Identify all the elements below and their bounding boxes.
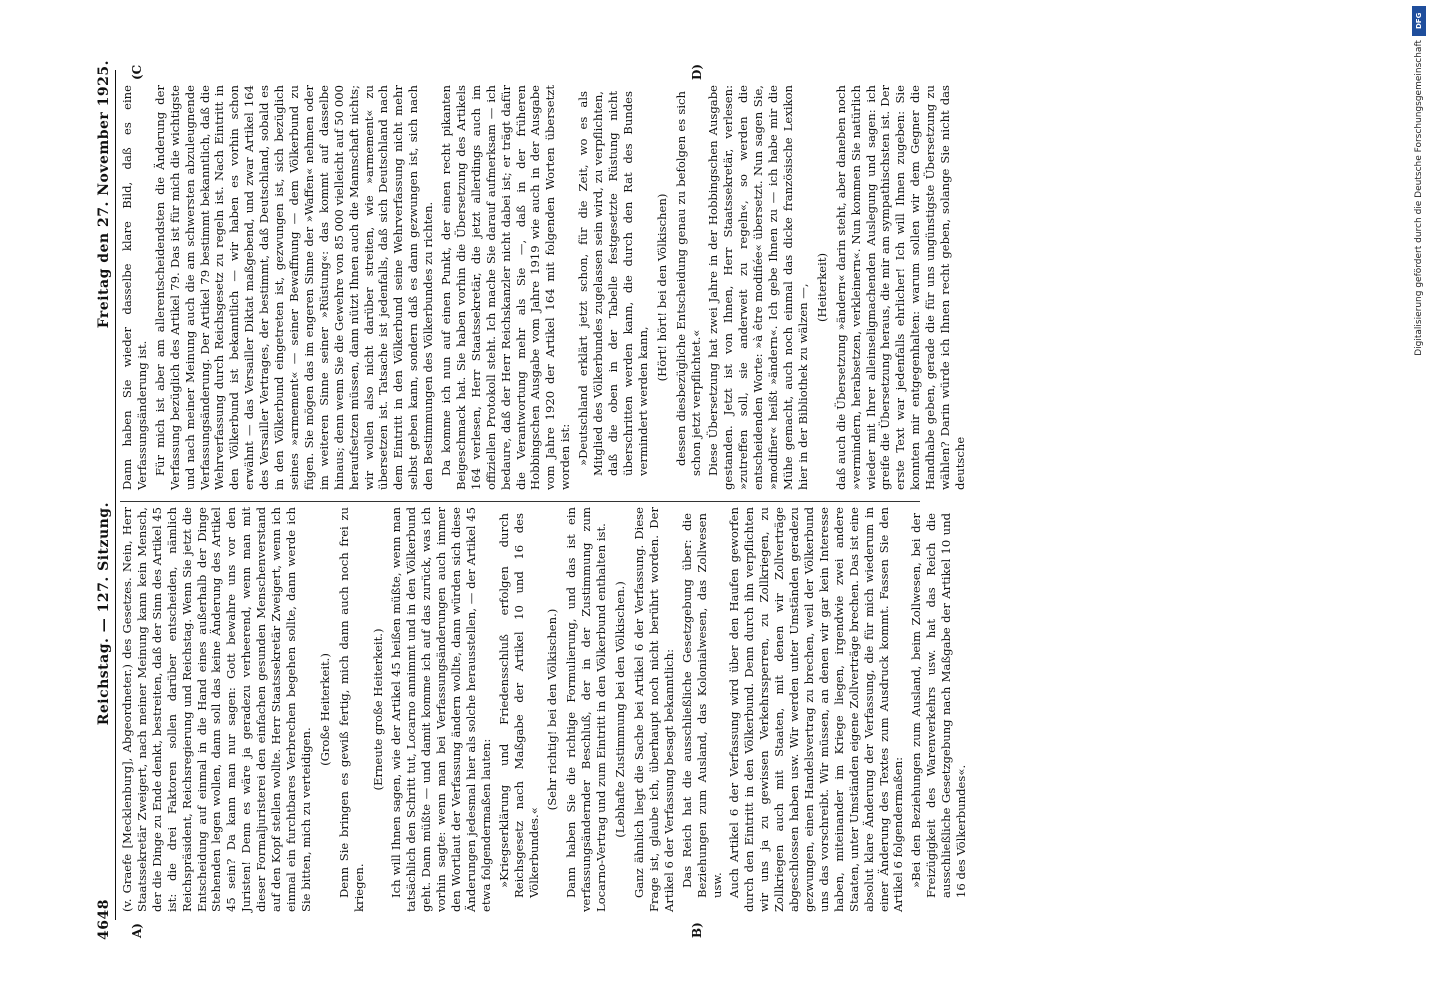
digitization-note: Digitalisierung gefördert durch die Deutsche Forschungsgemeinschaft <box>1414 40 1424 356</box>
paragraph: Diese Übersetzung hat zwei Jahre in der Hobbingschen Ausgabe gestanden. Jetzt ist von Ihnen, Herr Staatssekretär, verlesen: »zutreffen soll, sie anderweit zu regeln«, so werden die entscheidenden Worte: »à être modifiée« übersetzt. Nun sagen Sie, »modifier« heißt »ändern«. Ich gebe Ihnen zu — ich habe mir die Mühe gemacht, auch noch einmal das dicke französische Lexikon hier in der Bibliothek zu wälzen —, <box>706 85 810 490</box>
interjection: (Heiterkeit) <box>814 252 829 323</box>
margin-mark-b: B) <box>690 922 704 938</box>
interjection: (Große Heiterkeit.) <box>317 653 332 766</box>
column-divider <box>120 501 920 502</box>
paragraph: Für mich ist aber am allerentscheidendsten die Änderung der Verfassung bezüglich des Artikel 79. Das ist für mich die wichtigste und nach meiner Meinung auch die am schwersten abzuleugnende Verfassungsänderung. Der Artikel 79 bestimmt bekanntlich, daß die Wehrverfassung durch Reichsgesetz zu regeln ist. Nach Eintritt in den Völkerbund ist bekanntlich — wir haben es vorhin schon erwähnt — das Versailler Diktat maßgebend, und zwar Artikel 164 des Versailler Vertrages, der bestimmt, daß Deutschland, sobald es in den Völkerbund eingetreten ist, gezwungen ist, sich bezüglich seines »armement« — seiner Bewaffnung — dem Völkerbund zu fügen. Sie mögen das im engeren Sinne der »Waffen« nehmen oder im weiteren Sinne seiner »Rüstung«: das kommt auf dasselbe hinaus; denn wenn Sie die Gewehre von 85 000 vielleicht auf 50 000 heraufsetzen müssen, dann nützt Ihnen auch die Mannschaft nichts; wir wollen also nicht darüber streiten, wie »armement« zu übersetzen ist. Tatsache ist jedenfalls, daß sich Deutschland nach dem Eintritt in den Völkerbund seine Wehrverfassung nicht mehr selbst geben kann, sondern daß es dann gezwungen ist, sich nach den Bestimmungen des Völkerbundes zu richten. <box>152 85 436 490</box>
quotation: dessen diesbezügliche Entscheidung genau zu befolgen es sich schon jetzt verpflichtet.« <box>673 91 703 476</box>
session-title: Reichstag. — 127. Sitzung. <box>96 502 112 726</box>
page-header <box>86 60 112 940</box>
header-rule <box>115 70 116 920</box>
quotation: »Kriegserklärung und Friedensschluß erfolgen durch Reichsgesetz nach Maßgabe der Artikel 10 und 16 des Völkerbundes.« <box>496 513 541 898</box>
margin-mark-c: (C <box>130 64 144 80</box>
interjection: (Hört! hört! bei den Völkischen) <box>654 193 669 382</box>
dfg-logo: DFG <box>1412 6 1426 36</box>
paragraph: Da komme ich nun auf einen Punkt, der einen recht pikanten Beigeschmack hat. Sie haben vorhin die Übersetzung des Artikels 164 verlesen, Herr Staatssekretär, die jetzt allerdings auch im offiziellen Protokoll steht. Ich mache Sie darauf aufmerksam — ich bedaure, daß der Herr Reichskanzler nicht dabei ist; er trägt dafür die Verantwortung mehr als Sie —, daß in der früheren Hobbingschen Ausgabe vom Jahre 1919 wie auch in der Ausgabe vom Jahre 1920 der Artikel 164 mit folgenden Worten übersetzt worden ist: <box>439 85 573 490</box>
interjection: (Lebhafte Zustimmung bei den Völkischen.) <box>613 581 628 838</box>
paragraph: Ganz ähnlich liegt die Sache bei Artikel 6 der Verfassung. Diese Frage ist, glaube ich, überhaupt noch nicht berührt worden. Der Artikel 6 der Verfassung besagt bekanntlich: <box>632 507 676 912</box>
interjection: (Sehr richtig! bei den Völkischen.) <box>545 608 560 811</box>
paragraph: Auch Artikel 6 der Verfassung wird über den Haufen geworfen durch den Eintritt in den Völkerbund. Denn durch ihn verpflichten wir uns ja zu gewissen Verkehrssperren, zu Zollkriegen, zu Zollkriegen auch mit Staaten, mit denen wir Zollverträge abgeschlossen haben usw. Wir werden unter Umständen geradezu gezwungen, einen Handelsvertrag zu brechen, weil der Völkerbund uns das vorschreibt. Wir müssen, an denen wir gar kein Interesse haben, miteinander im Kriege liegen, irgendwie zwei andere Staaten, unter Umständen eigene Zollverträge brechen. Das ist eine absolut klare Änderung der Verfassung, die für mich wiederum in einer Änderung des Textes zum Ausdruck kommt. Fassen Sie den Artikel 6 folgendermaßen: <box>727 507 906 912</box>
quotation: »Deutschland erklärt jetzt schon, für die Zeit, wo es als Mitglied des Völkerbundes zugelassen sein wird, zu verpflichten, daß die oben in der Tabelle festgesetzte Rüstung nicht überschritten werden kann, die durch den Rat des Bundes vermindert werden kann, <box>576 91 650 476</box>
margin-mark-d: D) <box>690 63 704 80</box>
margin-mark-a: A) <box>130 923 144 938</box>
digitization-strip <box>1408 6 1430 994</box>
paragraph: Dann haben Sie wieder dasselbe klare Bild, daß es eine Verfassungsänderung ist. <box>120 85 149 490</box>
paragraph: daß auch die Übersetzung »ändern« darin steht, aber daneben noch »vermindern, herabsetzen, verkleinern«. Nun kommen Sie natürlich wieder mit Ihrer alleinseligmachenden Auslegung und sagen: ich greife die Übersetzung heraus, die mir am sympathischsten ist. Der erste Text war jedenfalls ehrlicher! Ich will Ihnen zugeben: Sie konnten mir entgegenhalten: warum sollen wir dem Gegner die Handhabe geben, gerade die für uns ungünstigste Übersetzung zu wählen? Darin würde ich Ihnen recht geben, solange Sie nicht das deutsche <box>833 85 967 490</box>
paragraph: (v. Graefe [Mecklenburg], Abgeordneter.) des Gesetzes. Nein, Herr Staatssekretär Zweigert, nach meiner Meinung kann kein Mensch, der die Dinge zu Ende denkt, bestreiten, daß der Sinn des Artikel 45 ist: die drei Faktoren sollen darüber entscheiden, nämlich Reichspräsident, Reichsregierung und Reichstag. Wenn Sie jetzt die Entscheidung auf einmal in die Hand eines außerhalb der Dinge Stehenden legen wollen, dann soll das keine Änderung des Artikel 45 sein? Da kann man nur sagen: Gott bewahre uns vor den Juristen! Denn es wäre ja geradezu verheerend, wenn man mit dieser Formaljuristerei den einfachen gesunden Menschenverstand auf den Kopf stellen wollte. Herr Staatssekretär Zweigert, wenn ich einmal ein furchtbares Verbrechen begehen sollte, dann werde ich Sie bitten, mich zu verteidigen. <box>120 507 313 912</box>
page-number: 4648 <box>96 899 112 940</box>
paragraph: Ich will Ihnen sagen, wie der Artikel 45 heißen müßte, wenn man tatsächlich den Schritt tut, Locarno annimmt und in den Völkerbund geht. Dann müßte — und damit komme ich auf das zurück, was ich vorhin sagte: wenn man bei Verfassungsänderungen auch immer den Wortlaut der Verfassung ändern wollte, dann würden sich diese Änderungen jedesmal hier als solche herausstellen, — der Artikel 45 etwa folgendermaßen lauten: <box>389 507 493 912</box>
paragraph: Dann haben Sie die richtige Formulierung, und das ist ein verfassungsändernder Beschluß, der in der Zustimmung zum Locarno-Vertrag und zum Eintritt in den Völkerbund enthalten ist. <box>564 507 609 912</box>
left-column <box>120 507 972 912</box>
interjection: (Erneute große Heiterkeit.) <box>370 628 385 791</box>
session-date: Freitag den 27. November 1925. <box>96 60 112 329</box>
quotation: Das Reich hat die ausschließliche Gesetzgebung über: die Beziehungen zum Ausland, das Kolonialwesen, das Zollwesen usw. <box>679 513 724 898</box>
right-column <box>120 85 971 490</box>
quotation: »Bei den Beziehungen zum Ausland, beim Zollwesen, bei der Freizügigkeit des Warenverkehrs usw. hat das Reich die ausschließliche Gesetzgebung nach Maßgabe der Artikel 10 und 16 des Völkerbundes«. <box>909 513 969 898</box>
paragraph: Denn Sie bringen es gewiß fertig, mich dann auch noch frei zu kriegen. <box>336 507 366 912</box>
